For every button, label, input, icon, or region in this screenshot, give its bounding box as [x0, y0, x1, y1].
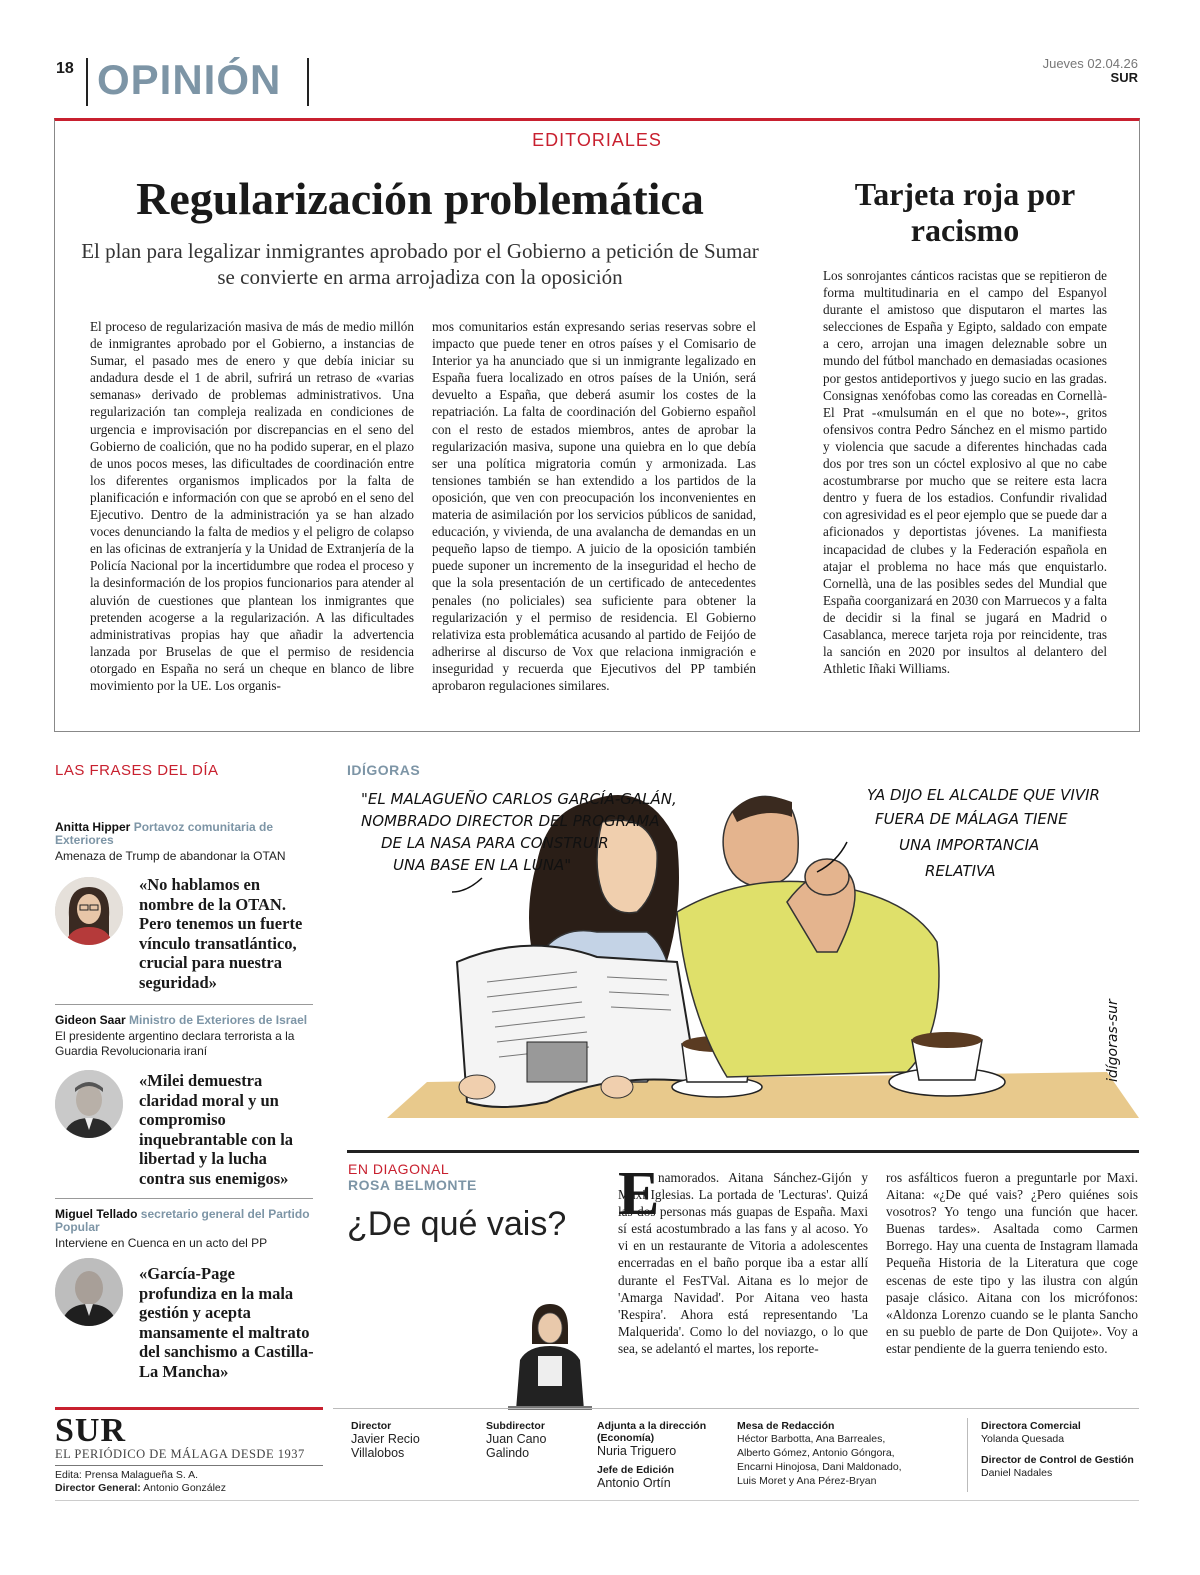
cartoon-drawing	[347, 782, 1139, 1118]
paper-name: SUR	[1110, 70, 1138, 85]
divider	[55, 1407, 323, 1410]
page-number: 18	[56, 60, 74, 77]
second-editorial-headline: Tarjeta roja por racismo	[854, 176, 1076, 248]
author-photo	[508, 1298, 592, 1410]
second-editorial-body: Los sonrojantes cánticos racistas que se repitieron de forma multitudinaria en el campo del Espanyol durante el amistoso que disputaron el martes las selecciones de España y Egipto, saldado con empate a cero, arrojan una imagen deleznable sobre un mundo del fútbol manchado en demasiadas ocasiones por gestos antideportivos y juego sucio en las gradas. Consignas xenófobas como las coreadas en Cornellà-El Prat -«mulsumán en el que no bote»-, gritos ofensivos contra Pedro Sánchez en el mismo partido y violencia que sacude a diferentes hinchadas cada dos por tres son un cóctel explosivo al que no cabe acostumbrarse por mucho que se reitere esta lacra dentro y fuera de los estadios. Confundir rivalidad con agresividad es el peor ejemplo que se puede dar a aficionados y deportistas jóvenes. La manifiesta incapacidad de clubes y la Federación española en atajar el problema no hace más que enquistarlo. Cornellà, una de las posibles sedes del Mundial que España coorganizará en 2030 con Marruecos y a falta de decidir si la final se jugará en Madrid o Casablanca, merece tarjeta roja por reincidente, tras la sanción en 2020 por insultos al delantero del Athletic Iñaki Williams.	[823, 268, 1107, 677]
divider	[333, 1408, 1139, 1409]
quote-speaker: Gideon Saar Ministro de Exteriores de Israel	[55, 1013, 308, 1027]
dropcap: E	[618, 1160, 660, 1228]
column-text: namorados. Aitana Sánchez-Gijón y Maxi Iglesias. La portada de 'Lecturas'. Quizá las dos personas más guapas de España. Maxi sí está acostumbrado a las fans y al acoso. Yo vi en un restaurante de Vitoria a adolescentes encerradas en el baño porque iba a estar allí durante el FesTVal. Aitana es lo mejor de 'Amarga Navidad'. Por Aitana veo hasta 'Respira'. Ahora está representando 'La Malquerida'. Como lo del noviazgo, o lo que sea, se adelantó el martes, los reporte-	[618, 1170, 868, 1356]
quote-context: Interviene en Cuenca en un acto del PP	[55, 1236, 268, 1250]
staff-mesa: Mesa de Redacción Héctor Barbotta, Ana Barreales, Alberto Gómez, Antonio Góngora, Encarni Hinojosa, Dani Maldonado, Luis Moret y Ana Pérez-Bryan	[737, 1420, 902, 1487]
column-body-2: ros asfálticos fueron a preguntarle por Maxi. Aitana: «¿De qué vais? ¿Pero quiénes sois vosotros? Yo tengo una función que hacer. Buenas tardes». Asaltada como Carmen Borrego. Hay una cuenta de Instagram llamada Pequeña Historia de la Literatura que coge escenas de este tipo y las ilustra con algún pasaje clásico. Aitana con los micrófonos: «Aldonza Lorenzo cuando se le planta Sancho en su pueblo de parte de Don Quijote». Voy a estar pendiente de la guerra teniendo esto.	[886, 1170, 1138, 1356]
divider	[55, 1465, 323, 1466]
sur-tagline: EL PERIÓDICO DE MÁLAGA DESDE 1937	[55, 1447, 305, 1461]
quote-context: Amenaza de Trump de abandonar la OTAN	[55, 849, 286, 863]
quote-text: «No hablamos en nombre de la OTAN. Pero tenemos un fuerte vínculo transatlántico, crucial para nuestra seguridad»	[139, 875, 303, 992]
quote-text: «García-Page profundiza en la mala gestión y acepta mansamente el maltrato del sanchismo a Castilla-La Mancha»	[139, 1264, 314, 1381]
speaker-photo	[55, 877, 123, 945]
divider	[55, 1004, 313, 1005]
divider	[55, 1198, 313, 1199]
speaker-photo	[55, 1258, 123, 1326]
staff-commercial: Directora Comercial Yolanda Quesada Director de Control de Gestión Daniel Nadales	[981, 1420, 1134, 1479]
svg-text:UNA BASE EN LA LUNA": UNA BASE EN LA LUNA"	[393, 856, 572, 874]
general-director: Director General: Antonio González	[55, 1482, 227, 1494]
section-title: OPINIÓN	[97, 56, 282, 103]
editorial-body-column-1: El proceso de regularización masiva de más de medio millón de inmigrantes aprobado por el Gobierno, a instancias de Sumar, el pasado mes de enero y que debía iniciar su andadura desde el 1 de abril, sufrirá un retraso de «varias semanas» derivado de problemas administrativos. Una regularización tan compleja realizada en condiciones de urgencia e improvisación por discrepancias en el seno del Gobierno de coalición, que no ha podido superar, en el plazo de unos pocos meses, las dificultades de coordinación entre los diferentes organismos implicados por la falta de planificación e información con que se aprobó en el seno del Ejecutivo. Dentro de la administración ya se han alzado voces denunciando la falta de medios y el peligro de colapso en las oficinas de extranjería y la Unidad de Extranjería de la Policía Nacional por la incertidumbre que rodea el proceso y la desinformación de los propios funcionarios para atender al aluvión de cuestiones que plantean los inmigrantes que pretenden acogerse a la regularización. A las dificultades administrativas propias hay que añadir la advertencia lanzada por Bruselas de que el permiso de residencia otorgado en España no será un cheque en blanco de libre movimiento por la UE. Los organis-	[90, 319, 414, 693]
sur-logo: SUR	[55, 1412, 127, 1449]
quote-context: El presidente argentino declara terrorista a la Guardia Revolucionaria iraní	[55, 1029, 295, 1058]
speaker-photo	[55, 1070, 123, 1138]
quote-item	[55, 821, 313, 864]
staff-director: Director Javier Recio Villalobos	[351, 1420, 420, 1460]
column-author: ROSA BELMONTE	[348, 1177, 477, 1193]
publisher: Edita: Prensa Malagueña S. A.	[55, 1469, 199, 1481]
quote-item	[55, 1014, 313, 1059]
svg-text:UNA IMPORTANCIA: UNA IMPORTANCIA	[899, 836, 1040, 854]
staff-subdirector: Subdirector Juan Cano Galindo	[486, 1420, 547, 1460]
editorial-subheadline: El plan para legalizar inmigrantes aprobado por el Gobierno a petición de Sumar se convierte en arma arrojadiza con la oposición	[81, 239, 759, 289]
svg-text:NOMBRADO DIRECTOR DEL PROGRAMA: NOMBRADO DIRECTOR DEL PROGRAMA	[361, 812, 660, 830]
editorials-label: EDITORIALES	[532, 130, 662, 150]
quote-item	[55, 1208, 313, 1251]
cartoon-label: IDÍGORAS	[347, 762, 421, 778]
divider	[347, 1150, 1139, 1153]
column-title: ¿De qué vais?	[347, 1205, 567, 1243]
quote-speaker: Miguel Tellado secretario general del Partido Popular	[55, 1207, 310, 1234]
quote-speaker: Anitta Hipper Portavoz comunitaria de Exteriores	[55, 820, 274, 847]
issue-date: Jueves 02.04.26	[1042, 56, 1138, 71]
section-divider	[307, 58, 309, 106]
svg-text:YA DIJO EL ALCALDE QUE VIVIR: YA DIJO EL ALCALDE QUE VIVIR	[867, 786, 1100, 804]
editorial-headline: Regularización problemática	[136, 173, 704, 224]
section-divider	[86, 58, 88, 106]
cartoon-illustration	[347, 782, 1139, 1118]
svg-text:"EL MALAGUEÑO CARLOS GARCÍA-GA: "EL MALAGUEÑO CARLOS GARCÍA-GALÁN,	[361, 790, 677, 808]
svg-text:RELATIVA: RELATIVA	[925, 862, 996, 880]
divider	[967, 1418, 968, 1492]
staff-adjunta: Adjunta a la dirección (Economía) Nuria Triguero Jefe de Edición Antonio Ortín	[597, 1420, 707, 1490]
svg-text:DE LA NASA PARA CONSTRUIR: DE LA NASA PARA CONSTRUIR	[381, 834, 609, 852]
svg-text:FUERA DE MÁLAGA TIENE: FUERA DE MÁLAGA TIENE	[875, 810, 1068, 828]
editorial-body-column-2: mos comunitarios están expresando serias reservas sobre el impacto que puede tener en otros países y el Comisario de Interior ya ha anunciado que si un inmigrante legalizado en España fuera localizado en otros países de la Unión, será devuelto a España, que deberá asumir los costes de la repatriación. La falta de coordinación del Gobierno español con el resto de estados miembros, antes de aprobar la regularización masiva, supone una quiebra en lo que debía ser una política migratoria común y armonizada. Las tensiones también se han extendido a los partidos de la oposición, que ven con preocupación los inconvenientes en materia de asimilación por los servicios públicos de sanidad, educación, y vivienda, de una avalancha de demandas en un pequeño lapso de tiempo. A juicio de la oposición también puede suponer un incremento de la inseguridad el hecho de que la sola presentación de un certificado de antecedentes penales (no policiales) sea suficiente para obtener la regularización y el permiso de residencia. El Gobierno relativiza esta problemática acusando al partido de Feijóo de adherirse al discurso de Vox que relaciona inmigración e inseguridad y recuerda que Ejecutivos del PP también aprobaron regulaciones similares.	[432, 319, 756, 693]
quote-text: «Milei demuestra claridad moral y un compromiso inquebrantable con la libertad y la lucha contra sus enemigos»	[139, 1071, 294, 1188]
divider	[55, 1500, 1139, 1501]
svg-text:idígoras-sur: idígoras-sur	[1105, 999, 1121, 1082]
column-body-1	[618, 1169, 868, 1357]
quotes-section-title: LAS FRASES DEL DÍA	[55, 762, 219, 779]
column-section: EN DIAGONAL	[348, 1161, 450, 1177]
